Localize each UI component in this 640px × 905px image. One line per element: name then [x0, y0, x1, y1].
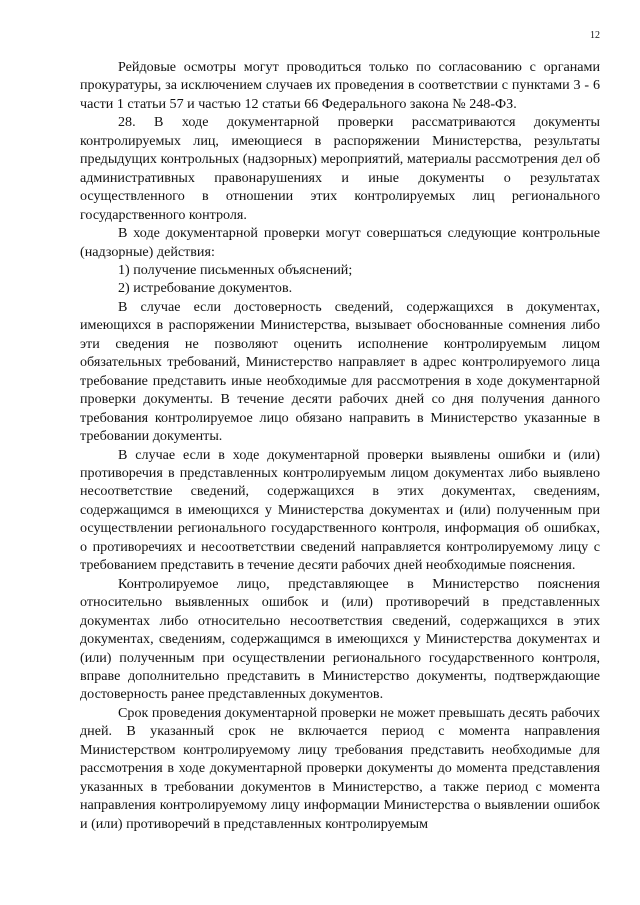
paragraph-document-request: В случае если достоверность сведений, содержащихся в документах, имеющихся в распоряжении Министерства, вызывает обоснованные сомнения либо эти сведения не позволяют оценить исполнение контролируемым лицом обязательных требований, Министерство направляет в адрес контролируемого лица требование представить иные необходимые для рассмотрения в ходе документарной проверки документы. В течение десяти рабочих дней со дня получения данного требования контролируемое лицо обязано направить в Министерство указанные в требовании документы.: [80, 298, 600, 445]
paragraph-raid-inspections: Рейдовые осмотры могут проводиться только по согласованию с органами прокуратуры, за исключением случаев их проведения в соответствии с пунктами 3 - 6 части 1 статьи 57 и частью 12 статьи 66 Федерального закона № 248-ФЗ.: [80, 59, 600, 112]
document-body: [80, 58, 600, 833]
page-number: 12: [590, 30, 600, 41]
paragraph-errors-contradictions: В случае если в ходе документарной проверки выявлены ошибки и (или) противоречия в представленных контролируемым лицом документах либо выявлено несоответствие сведений, содержащихся в этих документах, сведениям, содержащимся в имеющихся у Министерства документах и (или) полученным при осуществлении регионального государственного контроля, информация об ошибках, о противоречиях и несоответствии сведений направляется контролируемому лицу с требованием представить в течение десяти рабочих дней необходимые пояснения.: [80, 446, 600, 574]
paragraph-item-28: 28. В ходе документарной проверки рассматриваются документы контролируемых лиц, имеющиеся в распоряжении Министерства, результаты предыдущих контрольных (надзорных) мероприятий, материалы рассмотрения дел об административных правонарушениях и иные документы о результатах осуществленного в отношении этих контролируемых лиц регионального государственного контроля.: [80, 114, 600, 223]
list-item-explanations: 1) получение письменных объяснений;: [118, 261, 353, 278]
list-item-documents: 2) истребование документов.: [118, 280, 293, 297]
paragraph-controlled-person-explanations: Контролируемое лицо, представляющее в Министерство пояснения относительно выявленных ошибок и (или) противоречий в представленных документах либо относительно несоответствия сведений, содержащихся в этих документах, сведениям, содержащимся в имеющихся у Министерства документах и (или) полученным при осуществлении регионального государственного контроля, вправе дополнительно представить в Министерство документы, подтверждающие достоверность ранее представленных документов.: [80, 575, 600, 703]
paragraph-control-actions: В ходе документарной проверки могут совершаться следующие контрольные (надзорные) действия:: [80, 225, 600, 260]
paragraph-inspection-term: Срок проведения документарной проверки не может превышать десять рабочих дней. В указанный срок не включается период с момента направления Министерством контролируемому лицу требования представить необходимые для рассмотрения в ходе документарной проверки документы до момента представления указанных в требовании документов в Министерство, а также период с момента направления контролируемому лицу информации Министерства о выявлении ошибок и (или) противоречий в представленных контролируемым: [80, 704, 600, 832]
